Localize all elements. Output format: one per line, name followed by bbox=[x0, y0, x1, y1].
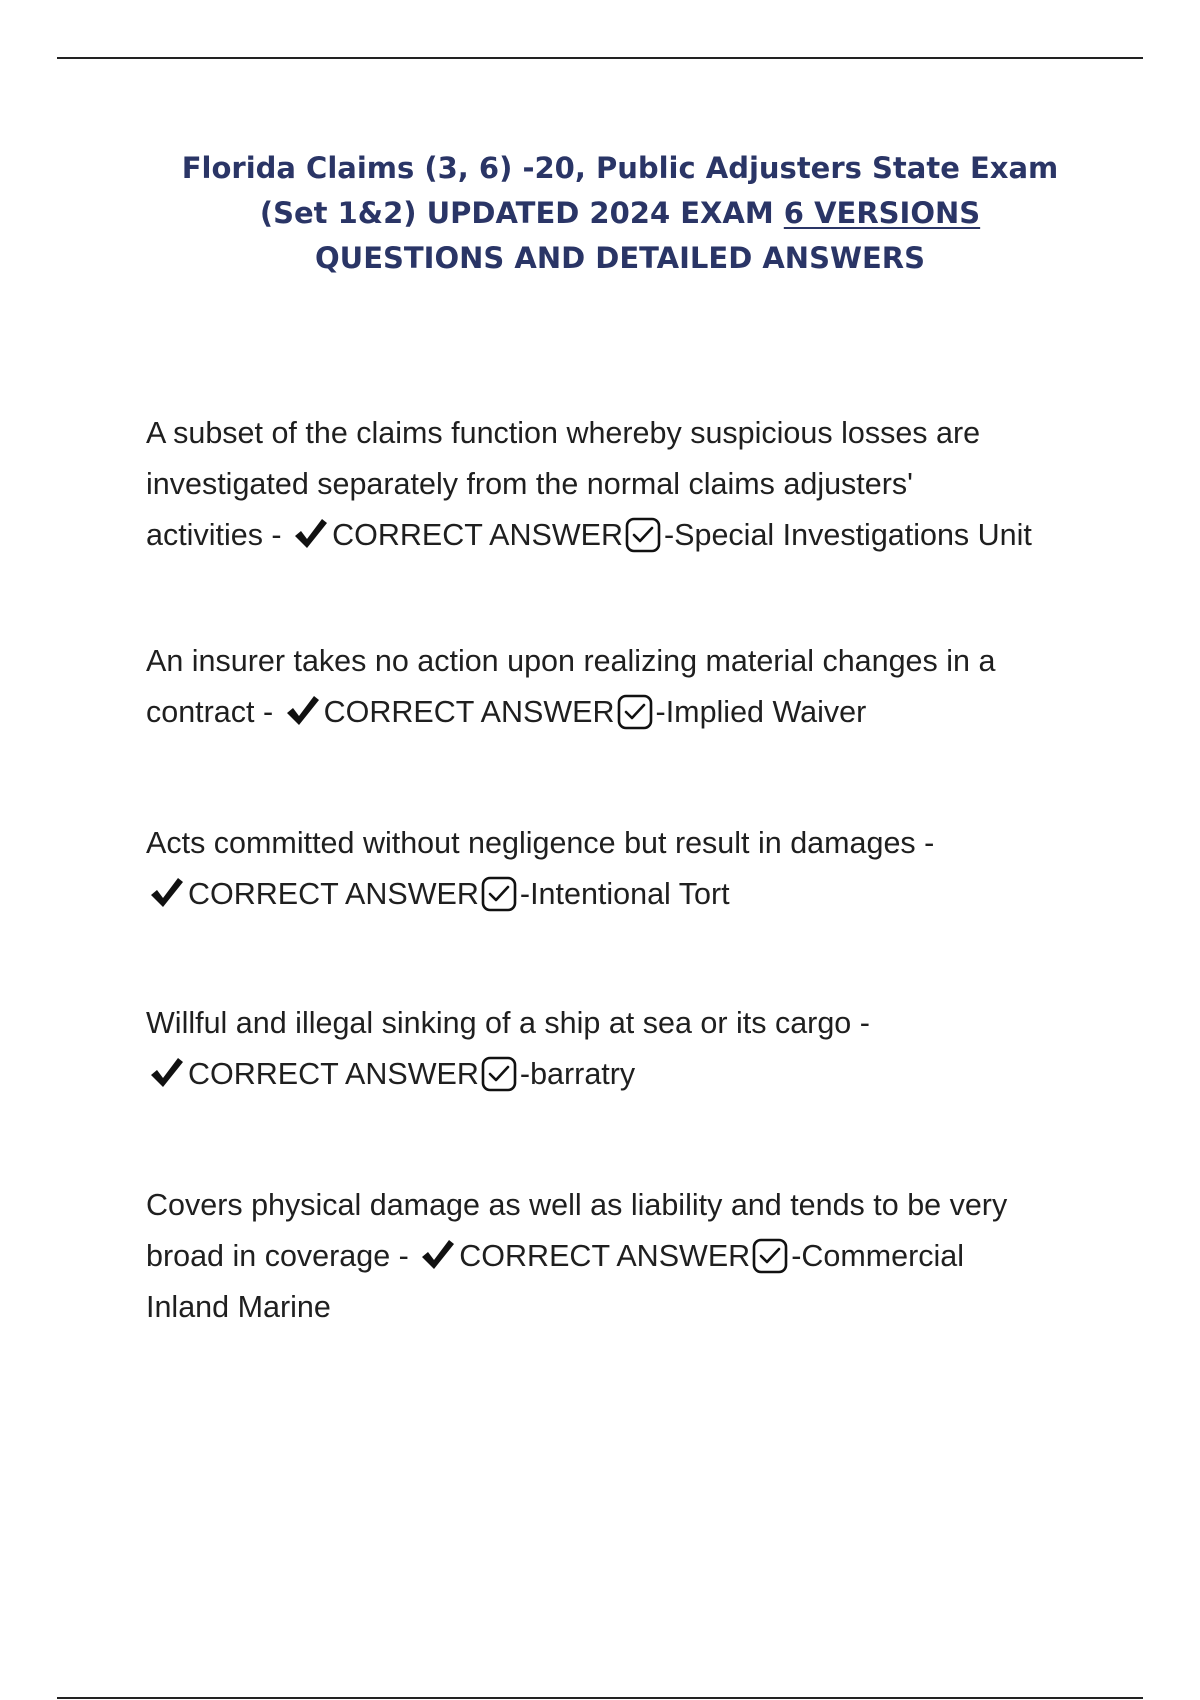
qa-item-1 bbox=[146, 408, 1106, 561]
correct-answer-label: CORRECT ANSWER bbox=[459, 1239, 751, 1273]
heavy-check-mark-icon bbox=[284, 694, 320, 728]
title-line-3: QUESTIONS AND DETAILED ANSWERS bbox=[315, 241, 925, 275]
heavy-check-mark-icon bbox=[148, 1056, 184, 1090]
qa-item-2 bbox=[146, 636, 1106, 738]
document-title bbox=[100, 146, 1140, 281]
checked-box-icon bbox=[481, 876, 517, 912]
answer-text: -Intentional Tort bbox=[519, 877, 730, 911]
correct-answer-label: CORRECT ANSWER bbox=[332, 518, 623, 552]
correct-answer-label: CORRECT ANSWER bbox=[188, 877, 479, 911]
answer-line: activities - CORRECT ANSWER -Special Investigations Unit bbox=[146, 518, 1032, 552]
answer-text: -Commercial bbox=[791, 1239, 965, 1273]
checked-box-icon bbox=[617, 694, 653, 730]
correct-answer-label: CORRECT ANSWER bbox=[323, 695, 615, 729]
checked-box-icon bbox=[481, 1056, 517, 1092]
title-line-2-text: (Set 1&2) UPDATED 2024 EXAM bbox=[259, 196, 784, 230]
top-rule bbox=[57, 57, 1143, 59]
correct-answer-label: CORRECT ANSWER bbox=[188, 1057, 479, 1091]
question-text: A subset of the claims function whereby suspicious losses are bbox=[146, 416, 981, 450]
answer-line bbox=[146, 869, 1106, 920]
checked-box-icon bbox=[625, 517, 661, 553]
answer-text: -Implied Waiver bbox=[655, 695, 867, 729]
qa-item-4 bbox=[146, 998, 1106, 1100]
bottom-rule bbox=[57, 1697, 1143, 1699]
question-text: Covers physical damage as well as liability and tends to be very bbox=[146, 1188, 1008, 1222]
title-versions-underlined: 6 VERSIONS bbox=[783, 196, 981, 230]
answer-text: -barratry bbox=[519, 1057, 636, 1091]
question-text: Willful and illegal sinking of a ship at sea or its cargo - bbox=[146, 1006, 870, 1040]
qa-item-5 bbox=[146, 1180, 1106, 1333]
answer-line: broad in coverage - CORRECT ANSWER -Commercial bbox=[146, 1239, 965, 1273]
answer-text: -Special Investigations Unit bbox=[664, 518, 1032, 552]
question-text: Acts committed without negligence but result in damages - bbox=[146, 826, 935, 860]
question-text: An insurer takes no action upon realizing material changes in a bbox=[146, 644, 996, 678]
checked-box-icon bbox=[752, 1238, 788, 1274]
answer-line bbox=[146, 1049, 1106, 1100]
qa-item-3 bbox=[146, 818, 1106, 920]
heavy-check-mark-icon bbox=[419, 1238, 455, 1272]
title-line-1: Florida Claims (3, 6) -20, Public Adjusters State Exam bbox=[181, 151, 1059, 185]
heavy-check-mark-icon bbox=[148, 876, 184, 910]
question-text: investigated separately from the normal claims adjusters' bbox=[146, 467, 913, 501]
title-line-2 bbox=[100, 191, 1140, 236]
heavy-check-mark-icon bbox=[292, 517, 328, 551]
answer-text-continued: Inland Marine bbox=[146, 1290, 331, 1324]
answer-line: contract - CORRECT ANSWER -Implied Waiver bbox=[146, 695, 867, 729]
